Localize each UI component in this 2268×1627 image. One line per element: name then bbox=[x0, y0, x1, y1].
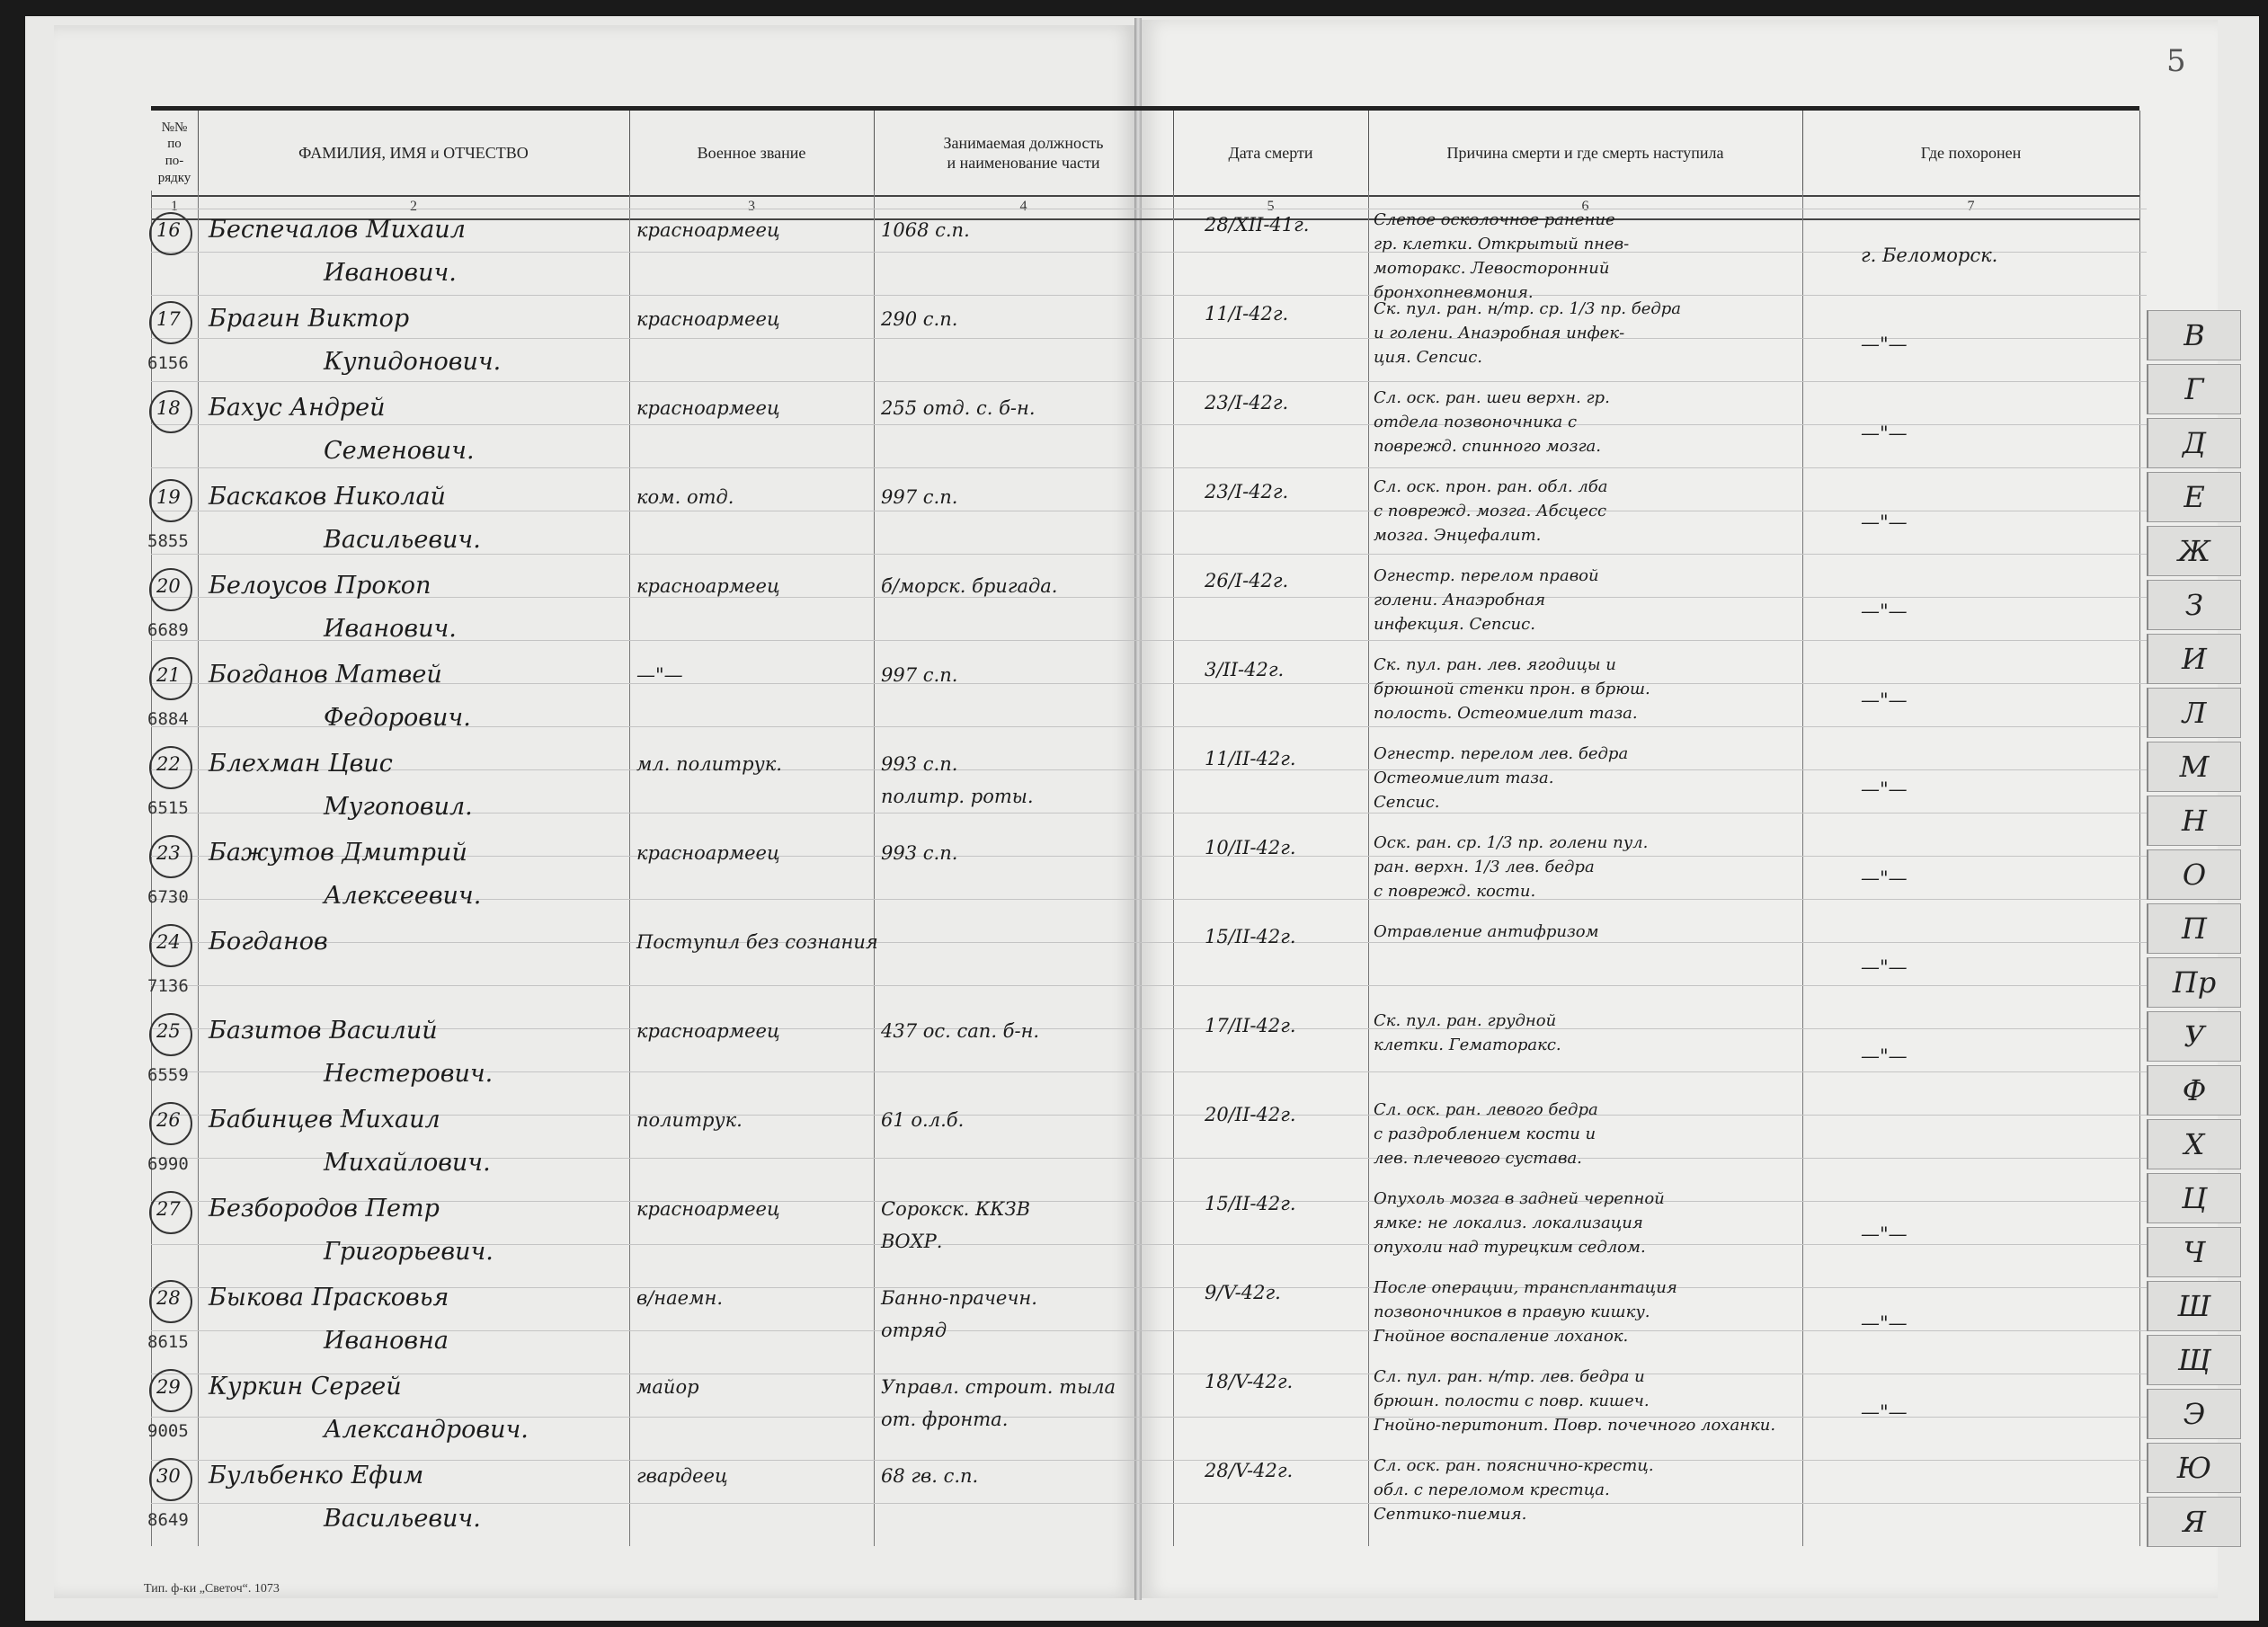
record-code: 8615 bbox=[147, 1332, 189, 1352]
ruled-line bbox=[151, 769, 2147, 770]
death-date: 23/I-42г. bbox=[1205, 392, 1289, 413]
death-date: 15/II-42г. bbox=[1205, 926, 1296, 947]
record-code: 9005 bbox=[147, 1421, 189, 1441]
military-rank: красноармеец bbox=[636, 308, 780, 330]
book-spine bbox=[1134, 18, 1142, 1600]
military-rank: красноармеец bbox=[636, 842, 780, 864]
military-rank: красноармеец bbox=[636, 219, 780, 241]
cause-of-death-line: Ск. пул. ран. грудной bbox=[1374, 1011, 1557, 1030]
column-header: Где похоронен bbox=[1802, 111, 2140, 195]
cause-of-death-line: Гнойно-перитонит. Повр. почечного лоханки. bbox=[1374, 1416, 1776, 1435]
cause-of-death-line: мозга. Энцефалит. bbox=[1374, 526, 1542, 545]
ruled-line bbox=[151, 1287, 2147, 1288]
cause-of-death-line: Гнойное воспаление лоханок. bbox=[1374, 1327, 1629, 1346]
military-rank: в/наемн. bbox=[636, 1287, 723, 1309]
military-rank: гвардеец bbox=[636, 1465, 728, 1487]
record-code: 6884 bbox=[147, 709, 189, 729]
unit-name-line2: отряд bbox=[881, 1320, 947, 1341]
cause-of-death-line: гр. клетки. Открытый пнев- bbox=[1374, 235, 1630, 253]
unit-name: 997 с.п. bbox=[881, 486, 958, 508]
cause-of-death-line: Огнестр. перелом правой bbox=[1374, 566, 1599, 585]
ruled-line bbox=[151, 338, 2147, 339]
cause-of-death-line: бронхопневмония. bbox=[1374, 283, 1534, 302]
index-tab[interactable]: З bbox=[2147, 580, 2241, 630]
unit-name: 437 ос. сап. б-н. bbox=[881, 1020, 1040, 1042]
cause-of-death-line: и голени. Анаэробная инфек- bbox=[1374, 324, 1625, 342]
ruled-line bbox=[151, 381, 2147, 382]
patronymic: Купидонович. bbox=[324, 348, 502, 376]
entry-number: 17 bbox=[156, 308, 181, 330]
column-number: 5 bbox=[1173, 195, 1369, 220]
unit-name: 993 с.п. bbox=[881, 753, 958, 775]
index-tab[interactable]: О bbox=[2147, 849, 2241, 900]
full-name: Богданов bbox=[209, 928, 328, 956]
burial-place: —"— bbox=[1861, 333, 1908, 355]
unit-name: 997 с.п. bbox=[881, 664, 958, 686]
entry-number: 29 bbox=[156, 1376, 181, 1398]
military-rank: политрук. bbox=[636, 1109, 743, 1131]
ruled-line bbox=[151, 1115, 2147, 1116]
cause-of-death-line: ция. Сепсис. bbox=[1374, 348, 1483, 367]
index-tab[interactable]: Ч bbox=[2147, 1227, 2241, 1277]
death-date: 18/V-42г. bbox=[1205, 1371, 1294, 1392]
ruled-line bbox=[151, 683, 2147, 684]
column-header: ФАМИЛИЯ, ИМЯ и ОТЧЕСТВО bbox=[198, 111, 630, 195]
index-tab[interactable]: Ж bbox=[2147, 526, 2241, 576]
unit-name: 68 гв. с.п. bbox=[881, 1465, 979, 1487]
ruled-line bbox=[151, 467, 2147, 468]
column-header: №№ по по- рядку bbox=[151, 111, 199, 195]
patronymic: Васильевич. bbox=[324, 1505, 481, 1533]
military-rank: —"— bbox=[636, 664, 683, 686]
death-date: 11/I-42г. bbox=[1205, 303, 1289, 325]
column-divider bbox=[874, 191, 875, 1546]
record-code: 8649 bbox=[147, 1510, 189, 1530]
index-tab[interactable]: Э bbox=[2147, 1389, 2241, 1439]
column-divider bbox=[1368, 191, 1369, 1546]
ruled-line bbox=[151, 295, 2147, 296]
full-name: Быкова Прасковья bbox=[209, 1284, 449, 1311]
index-tab[interactable]: Г bbox=[2147, 364, 2241, 414]
patronymic: Ивановна bbox=[324, 1327, 449, 1355]
column-number: 4 bbox=[874, 195, 1174, 220]
cause-of-death-line: отдела позвоночника с bbox=[1374, 413, 1578, 431]
patronymic: Алексеевич. bbox=[324, 882, 482, 910]
cause-of-death-line: Септико-пиемия. bbox=[1374, 1505, 1527, 1524]
entry-number: 30 bbox=[156, 1465, 181, 1487]
index-tab[interactable]: Д bbox=[2147, 418, 2241, 468]
entry-number: 19 bbox=[156, 486, 181, 508]
cause-of-death-line: поврежд. спинного мозга. bbox=[1374, 437, 1601, 456]
page-number: 5 bbox=[2166, 43, 2186, 79]
burial-place: —"— bbox=[1861, 956, 1908, 978]
full-name: Безбородов Петр bbox=[209, 1195, 440, 1222]
index-tab[interactable]: И bbox=[2147, 634, 2241, 684]
military-rank: красноармеец bbox=[636, 575, 780, 597]
index-tab[interactable]: Пр bbox=[2147, 957, 2241, 1008]
death-date: 26/I-42г. bbox=[1205, 570, 1289, 591]
cause-of-death-line: Сепсис. bbox=[1374, 793, 1440, 812]
patronymic: Александрович. bbox=[324, 1416, 529, 1444]
ruled-line bbox=[151, 1201, 2147, 1202]
index-tab[interactable]: Ц bbox=[2147, 1173, 2241, 1223]
cause-of-death-line: опухоли над турецким седлом. bbox=[1374, 1238, 1646, 1257]
column-header: Причина смерти и где смерть наступила bbox=[1368, 111, 1803, 195]
full-name: Беспечалов Михаил bbox=[209, 216, 466, 244]
column-divider bbox=[629, 191, 630, 1546]
ruled-line bbox=[151, 252, 2147, 253]
ruled-line bbox=[151, 1460, 2147, 1461]
unit-name: Сорокск. ККЗВ bbox=[881, 1198, 1031, 1220]
record-code: 6156 bbox=[147, 353, 189, 373]
cause-of-death-line: с поврежд. мозга. Абсцесс bbox=[1374, 502, 1607, 520]
column-divider bbox=[1802, 191, 1803, 1546]
entry-number: 28 bbox=[156, 1287, 181, 1309]
index-tab[interactable]: Е bbox=[2147, 472, 2241, 522]
burial-place: г. Беломорск. bbox=[1861, 244, 1998, 266]
entry-number: 21 bbox=[156, 664, 181, 686]
unit-name: Управл. строит. тыла bbox=[881, 1376, 1116, 1398]
patronymic: Мугоповил. bbox=[324, 793, 473, 821]
unit-name-line2: политр. роты. bbox=[881, 786, 1034, 807]
index-tab[interactable]: Н bbox=[2147, 796, 2241, 846]
patronymic: Михайлович. bbox=[324, 1149, 491, 1177]
unit-name: 290 с.п. bbox=[881, 308, 958, 330]
burial-place: —"— bbox=[1861, 1223, 1908, 1245]
burial-place: —"— bbox=[1861, 1312, 1908, 1334]
burial-place: —"— bbox=[1861, 600, 1908, 622]
index-tab[interactable]: Х bbox=[2147, 1119, 2241, 1169]
cause-of-death-line: Огнестр. перелом лев. бедра bbox=[1374, 744, 1629, 763]
cause-of-death-line: моторакс. Левосторонний bbox=[1374, 259, 1610, 278]
entry-number: 26 bbox=[156, 1109, 181, 1131]
cause-of-death-line: Отравление антифризом bbox=[1374, 922, 1599, 941]
record-code: 6990 bbox=[147, 1154, 189, 1174]
burial-place: —"— bbox=[1861, 422, 1908, 444]
patronymic: Нестерович. bbox=[324, 1060, 494, 1088]
cause-of-death-line: ран. верхн. 1/3 лев. бедра bbox=[1374, 858, 1595, 876]
column-header: Занимаемая должность и наименование части bbox=[874, 111, 1174, 195]
full-name: Куркин Сергей bbox=[209, 1373, 402, 1400]
cause-of-death-line: лев. плечевого сустава. bbox=[1374, 1149, 1582, 1168]
death-date: 15/II-42г. bbox=[1205, 1193, 1296, 1214]
cause-of-death-line: Слепое осколочное ранение bbox=[1374, 210, 1615, 229]
entry-number: 22 bbox=[156, 753, 181, 775]
patronymic: Иванович. bbox=[324, 615, 457, 643]
record-code: 6515 bbox=[147, 798, 189, 818]
death-date: 17/II-42г. bbox=[1205, 1015, 1296, 1036]
burial-place: —"— bbox=[1861, 867, 1908, 889]
record-code: 6689 bbox=[147, 620, 189, 640]
cause-of-death-line: Сл. пул. ран. н/тр. лев. бедра и bbox=[1374, 1367, 1645, 1386]
entry-number: 23 bbox=[156, 842, 181, 864]
cause-of-death-line: с раздроблением кости и bbox=[1374, 1125, 1596, 1143]
index-tab[interactable]: В bbox=[2147, 310, 2241, 360]
cause-of-death-line: Ск. пул. ран. н/тр. ср. 1/3 пр. бедра bbox=[1374, 299, 1682, 318]
index-tab[interactable]: Я bbox=[2147, 1497, 2241, 1547]
full-name: Богданов Матвей bbox=[209, 661, 442, 689]
cause-of-death-line: инфекция. Сепсис. bbox=[1374, 615, 1535, 634]
entry-number: 16 bbox=[156, 219, 181, 241]
column-header: Дата смерти bbox=[1173, 111, 1369, 195]
death-date: 10/II-42г. bbox=[1205, 837, 1296, 858]
cause-of-death-line: Сл. оск. прон. ран. обл. лба bbox=[1374, 477, 1608, 496]
column-divider bbox=[198, 191, 199, 1546]
death-date: 23/I-42г. bbox=[1205, 481, 1289, 502]
column-number: 6 bbox=[1368, 195, 1803, 220]
patronymic: Иванович. bbox=[324, 259, 457, 287]
entry-number: 18 bbox=[156, 397, 181, 419]
index-tab[interactable]: П bbox=[2147, 903, 2241, 954]
burial-place: —"— bbox=[1861, 778, 1908, 800]
military-rank: мл. политрук. bbox=[636, 753, 782, 775]
column-divider bbox=[1173, 191, 1174, 1546]
burial-place: —"— bbox=[1861, 689, 1908, 711]
full-name: Базитов Василий bbox=[209, 1017, 438, 1045]
unit-name: 255 отд. с. б-н. bbox=[881, 397, 1036, 419]
ruled-line bbox=[151, 554, 2147, 555]
full-name: Бахус Андрей bbox=[209, 394, 386, 422]
death-date: 3/II-42г. bbox=[1205, 659, 1285, 680]
ruled-line bbox=[151, 597, 2147, 598]
column-number: 2 bbox=[198, 195, 630, 220]
ruled-line bbox=[151, 424, 2147, 425]
full-name: Блехман Цвис bbox=[209, 750, 393, 778]
column-header: Военное звание bbox=[629, 111, 875, 195]
left-page bbox=[54, 25, 1139, 1598]
cause-of-death-line: позвоночников в правую кишку. bbox=[1374, 1302, 1650, 1321]
entry-number: 24 bbox=[156, 931, 181, 953]
military-rank: красноармеец bbox=[636, 1020, 780, 1042]
column-number: 1 bbox=[151, 195, 199, 220]
death-date: 28/V-42г. bbox=[1205, 1460, 1294, 1481]
cause-of-death-line: клетки. Гематоракс. bbox=[1374, 1036, 1561, 1054]
index-tab[interactable]: Л bbox=[2147, 688, 2241, 738]
cause-of-death-line: После операции, трансплантация bbox=[1374, 1278, 1677, 1297]
death-date: 11/II-42г. bbox=[1205, 748, 1296, 769]
unit-name-line2: от. фронта. bbox=[881, 1409, 1009, 1430]
unit-name: б/морск. бригада. bbox=[881, 575, 1058, 597]
full-name: Бажутов Дмитрий bbox=[209, 839, 467, 867]
burial-place: —"— bbox=[1861, 511, 1908, 533]
entry-number: 25 bbox=[156, 1020, 181, 1042]
entry-number: 20 bbox=[156, 575, 181, 597]
record-code: 6559 bbox=[147, 1065, 189, 1085]
record-code: 5855 bbox=[147, 531, 189, 551]
full-name: Брагин Виктор bbox=[209, 305, 410, 333]
cause-of-death-line: Ск. пул. ран. лев. ягодицы и bbox=[1374, 655, 1616, 674]
record-code: 6730 bbox=[147, 887, 189, 907]
cause-of-death-line: Опухоль мозга в задней черепной bbox=[1374, 1189, 1665, 1208]
full-name: Белоусов Прокоп bbox=[209, 572, 431, 600]
cause-of-death-line: полость. Остеомиелит таза. bbox=[1374, 704, 1638, 723]
cause-of-death-line: обл. с переломом крестца. bbox=[1374, 1480, 1610, 1499]
cause-of-death-line: Оск. ран. ср. 1/3 пр. голени пул. bbox=[1374, 833, 1649, 852]
patronymic: Федорович. bbox=[324, 704, 471, 732]
unit-name: Банно-прачечн. bbox=[881, 1287, 1037, 1309]
burial-place: —"— bbox=[1861, 1045, 1908, 1067]
index-tab[interactable]: У bbox=[2147, 1011, 2241, 1062]
cause-of-death-line: с поврежд. кости. bbox=[1374, 882, 1536, 901]
cause-of-death-line: Сл. оск. ран. левого бедра bbox=[1374, 1100, 1598, 1119]
entry-number: 27 bbox=[156, 1198, 181, 1220]
ruled-line bbox=[151, 942, 2147, 943]
full-name: Бульбенко Ефим bbox=[209, 1462, 424, 1489]
military-rank: красноармеец bbox=[636, 1198, 780, 1220]
index-tab[interactable]: Ш bbox=[2147, 1281, 2241, 1331]
military-rank: майор bbox=[636, 1376, 699, 1398]
military-rank: Поступил без сознания bbox=[636, 931, 878, 953]
full-name: Бабинцев Михаил bbox=[209, 1106, 440, 1134]
death-date: 20/II-42г. bbox=[1205, 1104, 1296, 1125]
unit-name-line2: ВОХР. bbox=[881, 1231, 943, 1252]
full-name: Баскаков Николай bbox=[209, 483, 446, 511]
right-page bbox=[1139, 20, 2218, 1598]
cause-of-death-line: голени. Анаэробная bbox=[1374, 591, 1546, 609]
printer-imprint: Тип. ф-ки „Светоч“. 1073 bbox=[144, 1582, 280, 1596]
ruled-line bbox=[151, 1503, 2147, 1504]
header-band bbox=[151, 106, 2139, 214]
unit-name: 61 о.л.б. bbox=[881, 1109, 965, 1131]
ruled-line bbox=[151, 1028, 2147, 1029]
death-date: 9/V-42г. bbox=[1205, 1282, 1281, 1303]
patronymic: Григорьевич. bbox=[324, 1238, 494, 1266]
index-tab[interactable]: Ю bbox=[2147, 1443, 2241, 1493]
unit-name: 993 с.п. bbox=[881, 842, 958, 864]
cause-of-death-line: ямке: не локализ. локализация bbox=[1374, 1214, 1643, 1232]
cause-of-death-line: брюшной стенки прон. в брюш. bbox=[1374, 680, 1650, 698]
index-tab[interactable]: Щ bbox=[2147, 1335, 2241, 1385]
unit-name: 1068 с.п. bbox=[881, 219, 970, 241]
index-tab[interactable]: М bbox=[2147, 742, 2241, 792]
burial-place: —"— bbox=[1861, 1401, 1908, 1423]
military-rank: красноармеец bbox=[636, 397, 780, 419]
cause-of-death-line: брюшн. полости с повр. кишеч. bbox=[1374, 1391, 1650, 1410]
patronymic: Семенович. bbox=[324, 437, 475, 465]
column-number: 3 bbox=[629, 195, 875, 220]
patronymic: Васильевич. bbox=[324, 526, 481, 554]
cause-of-death-line: Сл. оск. ран. шеи верхн. гр. bbox=[1374, 388, 1610, 407]
cause-of-death-line: Сл. оск. ран. пояснично-крестц. bbox=[1374, 1456, 1654, 1475]
death-date: 28/XII-41г. bbox=[1205, 214, 1310, 236]
ruled-line bbox=[151, 1330, 2147, 1331]
military-rank: ком. отд. bbox=[636, 486, 734, 508]
column-number: 7 bbox=[1802, 195, 2140, 220]
cause-of-death-line: Остеомиелит таза. bbox=[1374, 769, 1554, 787]
record-code: 7136 bbox=[147, 976, 189, 996]
column-divider bbox=[2139, 191, 2140, 1546]
index-tab[interactable]: Ф bbox=[2147, 1065, 2241, 1116]
ruled-line bbox=[151, 985, 2147, 986]
